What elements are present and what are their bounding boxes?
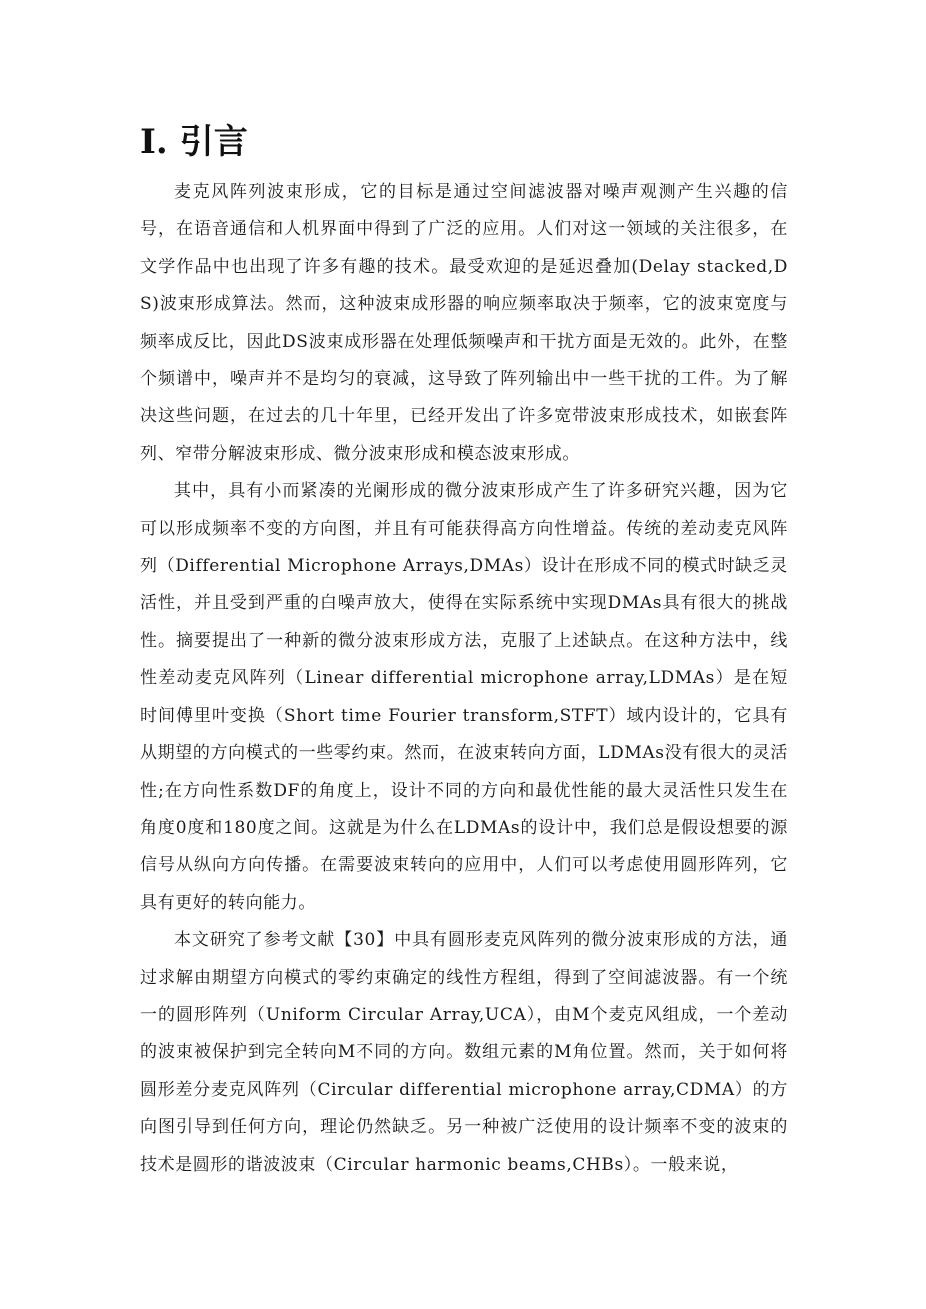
section-heading	[140, 117, 248, 167]
body-text	[140, 174, 788, 1184]
section-number: I.	[140, 122, 168, 162]
section-title: 引言	[179, 122, 248, 162]
paragraph-2: 其中，具有小而紧凑的光阑形成的微分波束形成产生了许多研究兴趣，因为它可以形成频率不变的方向图，并且有可能获得高方向性增益。传统的差动麦克风阵列（Differential Microphone Arrays,DMAs）设计在形成不同的模式时缺乏灵活性，并且受到严重的白噪声放大，使得在实际系统中实现DMAs具有很大的挑战性。摘要提出了一种新的微分波束形成方法，克服了上述缺点。在这种方法中，线性差动麦克风阵列（Linear differential microphone array,LDMAs）是在短时间傅里叶变换（Short time Fourier transform,STFT）域内设计的，它具有从期望的方向模式的一些零约束。然而，在波束转向方面，LDMAs没有很大的灵活性;在方向性系数DF的角度上，设计不同的方向和最优性能的最大灵活性只发生在角度0度和180度之间。这就是为什么在LDMAs的设计中，我们总是假设想要的源信号从纵向方向传播。在需要波束转向的应用中，人们可以考虑使用圆形阵列，它具有更好的转向能力。	[140, 481, 788, 913]
paragraph-1: 麦克风阵列波束形成，它的目标是通过空间滤波器对噪声观测产生兴趣的信号，在语音通信和人机界面中得到了广泛的应用。人们对这一领域的关注很多，在文学作品中也出现了许多有趣的技术。最受欢迎的是延迟叠加(Delay stacked,DS)波束形成算法。然而，这种波束成形器的响应频率取决于频率，它的波束宽度与频率成反比，因此DS波束成形器在处理低频噪声和干扰方面是无效的。此外，在整个频谱中，噪声并不是均匀的衰减，这导致了阵列输出中一些干扰的工件。为了解决这些问题，在过去的几十年里，已经开发出了许多宽带波束形成技术，如嵌套阵列、窄带分解波束形成、微分波束形成和模态波束形成。	[140, 182, 788, 464]
paragraph-3: 本文研究了参考文献【30】中具有圆形麦克风阵列的微分波束形成的方法，通过求解由期望方向模式的零约束确定的线性方程组，得到了空间滤波器。有一个统一的圆形阵列（Uniform Circular Array,UCA），由M个麦克风组成，一个差动的波束被保护到完全转向M不同的方向。数组元素的M角位置。然而，关于如何将圆形差分麦克风阵列（Circular differential microphone array,CDMA）的方向图引导到任何方向，理论仍然缺乏。另一种被广泛使用的设计频率不变的波束的技术是圆形的谐波波束（Circular harmonic beams,CHBs）。一般来说，	[140, 930, 788, 1175]
